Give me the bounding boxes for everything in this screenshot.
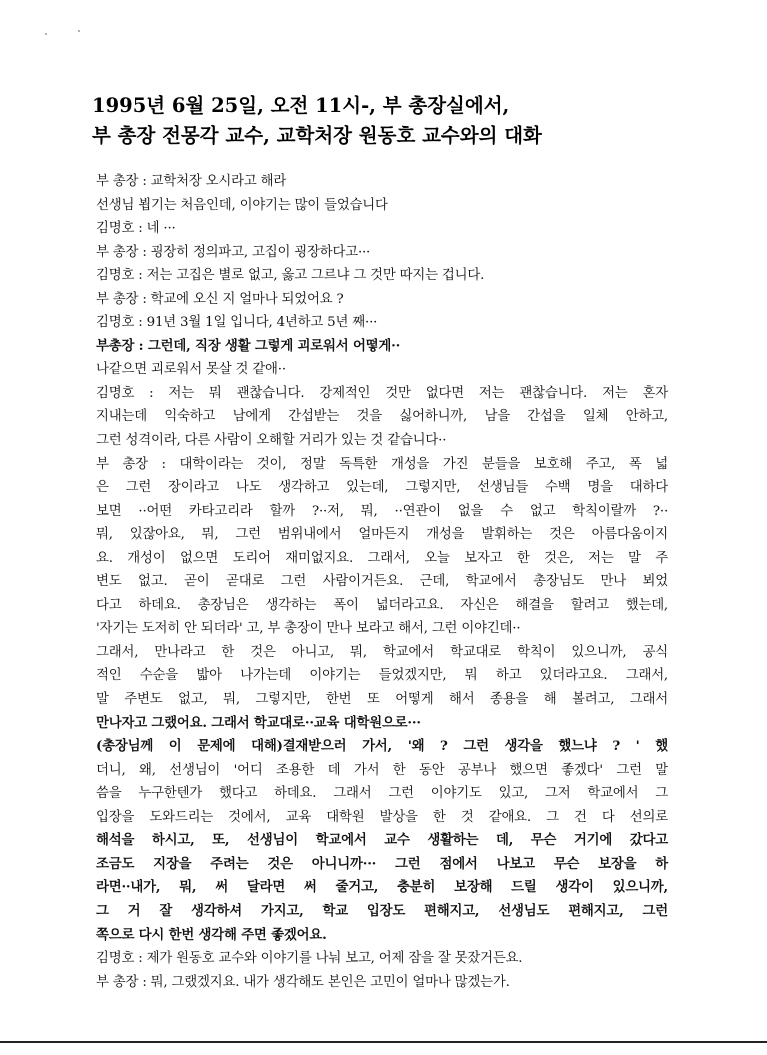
dialogue-line: 조금도 지장을 주려는 것은 아니니까··· 그런 점에서 나보고 무슨 보장을 하 xyxy=(96,855,668,872)
page-bottom-rule xyxy=(0,1041,767,1043)
dialogue-line: 부총장 : 그런데, 직장 생활 그렇게 괴로워서 어떻게·· xyxy=(96,337,401,354)
dialogue-line: 부 총장 : 대학이라는 것이, 정말 독특한 개성을 가진 분들을 보호해 주고, 폭 넓 xyxy=(96,456,668,472)
dialogue-line: 변도 없고. 곧이 곧대로 그런 사람이거든요. 근데, 학교에서 총장님도 만나 뵈었 xyxy=(96,574,668,590)
dialogue-line: 나같으면 괴로워서 못살 것 같애·· xyxy=(96,362,286,378)
dialogue-line: (총장님께 이 문제에 대해)결재받으러 가서, '왜 ? 그런 생각을 했느냐 ? ' 했 xyxy=(96,738,668,755)
dialogue-line: 지내는데 익숙하고 남에게 간섭받는 것을 싫어하니까, 남을 간섭을 일체 안하고, xyxy=(96,409,668,425)
dialogue-line: 부 총장 : 교학처장 오시라고 해라 xyxy=(96,174,287,189)
dialogue-line: 뭐, 있잖아요, 뭐, 그런 범위내에서 얼마든지 개성을 발휘하는 것은 아름다움이지 xyxy=(96,527,668,543)
dialogue-line: 은 그런 장이라고 나도 생각하고 있는데, 그렇지만, 선생님들 수백 명을 대하다 xyxy=(96,480,668,496)
dialogue-body xyxy=(96,170,668,994)
dialogue-line: 보면 ··어떤 카타고리라 할까 ?··저, 뭐, ··연관이 없을 수 없고 학칙이랄까 ?·· xyxy=(96,503,668,519)
dialogue-line: 김명호 : 네 ··· xyxy=(96,221,176,237)
dialogue-line: 적인 수순을 밟아 나가는데 이야기는 들었겠지만, 뭐 하고 있더라고요. 그래서, xyxy=(96,668,668,684)
dialogue-line: 김명호 : 제가 원동호 교수와 이야기를 나눠 보고, 어제 잠을 잘 못잤거든요. xyxy=(96,951,523,967)
document-title-line-2: 부 총장 전몽각 교수, 교학처장 원동호 교수와의 대화 xyxy=(92,124,542,147)
document-title-line-1: 1995년 6월 25일, 오전 11시-, 부 총장실에서, xyxy=(92,94,510,117)
dialogue-line: 그런 성격이라, 다른 사람이 오해할 거리가 있는 것 같습니다·· xyxy=(96,433,447,449)
dialogue-line: 부 총장 : 굉장히 정의파고, 고집이 굉장하다고··· xyxy=(96,244,371,260)
dialogue-line: 말 주변도 없고, 뭐, 그렇지만, 한번 또 어떻게 해서 종용을 해 볼려고, 그래서 xyxy=(96,692,668,708)
dialogue-line: 다고 하데요. 총장님은 생각하는 폭이 넓더라고요. 자신은 해결을 할려고 했는데, xyxy=(96,597,668,613)
dialogue-line: 그 거 잘 생각하셔 가지고, 학교 입장도 편해지고, 선생님도 편해지고, 그런 xyxy=(96,902,668,919)
dialogue-line: 김명호 : 91년 3월 1일 입니다, 4년하고 5년 째··· xyxy=(96,315,378,331)
dialogue-line: 쪽으로 다시 한번 생각해 주면 좋겠어요. xyxy=(96,926,327,943)
dialogue-line: 선생님 뵙기는 처음인데, 이야기는 많이 들었습니다 xyxy=(96,197,388,213)
dialogue-line: 라면··내가, 뭐, 써 달라면 써 줄거고, 충분히 보장해 드릴 생각이 있으니까, xyxy=(96,879,668,896)
dialogue-line: 요. 개성이 없으면 도리어 재미없지요. 그래서, 오늘 보자고 한 것은, 저는 말 주 xyxy=(96,550,668,566)
dialogue-line: '자기는 도저히 안 되더라' 고, 부 총장이 만나 보라고 해서, 그런 이야긴데·· xyxy=(96,621,521,637)
dialogue-line: 그래서, 만나라고 한 것은 아니고, 뭐, 학교에서 학교대로 학칙이 있으니까, 공식 xyxy=(96,644,668,660)
dialogue-line: 부 총장 : 학교에 오신 지 얼마나 되었어요 ? xyxy=(96,291,344,307)
dialogue-line: 부 총장 : 뭐, 그랬겠지요. 내가 생각해도 본인은 고민이 얼마나 많겠는가. xyxy=(96,974,510,990)
dialogue-line: 김명호 : 저는 뭐 괜찮습니다. 강제적인 것만 없다면 저는 괜찮습니다. 저는 혼자 xyxy=(96,385,668,401)
scan-speck xyxy=(78,30,80,32)
dialogue-line: 입장을 도와드리는 것에서, 교육 대학원 발상을 한 것 같애요. 그 건 다 선의로 xyxy=(96,809,668,825)
dialogue-line: 만나자고 그랬어요. 그래서 학교대로··교육 대학원으로··· xyxy=(96,714,421,731)
dialogue-line: 김명호 : 저는 고집은 별로 없고, 옳고 그르냐 그 것만 따지는 겁니다. xyxy=(96,268,485,284)
dialogue-line: 씀을 누구한텐가 했다고 하데요. 그래서 그런 이야기도 있고, 그저 학교에서 그 xyxy=(96,786,668,802)
dialogue-line: 더니, 왜, 선생님이 '어디 조용한 데 가서 한 동안 공부나 했으면 좋겠다' 그런 말 xyxy=(96,762,668,778)
scan-speck xyxy=(45,33,47,35)
dialogue-line: 해석을 하시고, 또, 선생님이 학교에서 교수 생활하는 데, 무슨 거기에 갔다고 xyxy=(96,832,668,849)
